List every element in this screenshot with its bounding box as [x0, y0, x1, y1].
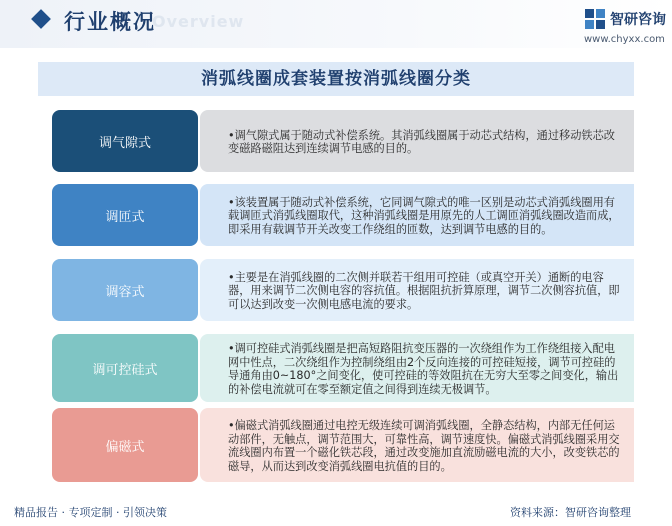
category-label: 调匝式	[52, 184, 198, 246]
category-row-2	[52, 184, 634, 246]
category-description-text: •该装置属于随动式补偿系统，它同调气隙式的唯一区别是动芯式消弧线圈用有载调匝式消弧线圈取代，这种消弧线圈是用原先的人工调匝消弧线圈改造而成，即采用有载调节开关改变工作绕组的匝数，达到调节电感的目的。	[228, 195, 620, 236]
category-description-text: •主要是在消弧线圈的二次侧并联若干组用可控硅（或真空开关）通断的电容器，用来调节二次侧电容的容抗值。根据阻抗折算原理，调节二次侧容抗值，即可以达到改变一次侧电感电流的要求。	[228, 270, 620, 311]
category-description	[200, 110, 634, 172]
category-label: 调气隙式	[52, 110, 198, 172]
category-row-5	[52, 408, 634, 482]
diamond-icon	[31, 9, 51, 29]
brand-logo-icon	[584, 8, 606, 30]
category-description-text: •调气隙式属于随动式补偿系统。其消弧线圈属于动芯式结构，通过移动铁芯改变磁路磁阻达到连续调节电感的目的。	[228, 128, 615, 155]
category-label: 调可控硅式	[52, 334, 198, 402]
category-description-text: •调可控硅式消弧线圈是把高短路阻抗变压器的一次绕组作为工作绕组接入配电网中性点，二次绕组作为控制绕组由2个反向连接的可控硅短接，调节可控硅的导通角由0~180°之间变化，使可控硅的等效阻抗在无穷大至零之间变化，输出的补偿电流就可在零至额定值之间得到连续无极调节。	[228, 342, 619, 396]
section-subtitle: Overview	[152, 12, 245, 31]
section-title: 行业概况	[64, 10, 156, 34]
category-label: 调容式	[52, 259, 198, 321]
brand-url: www.chyxx.com	[584, 34, 665, 45]
category-row-4	[52, 334, 634, 402]
category-description	[200, 184, 634, 246]
page-title: 消弧线圈成套装置按消弧线圈分类	[201, 69, 471, 89]
brand-name: 智研咨询	[610, 12, 666, 28]
category-description	[200, 259, 634, 321]
footer-source: 资料来源：智研咨询整理	[510, 506, 631, 519]
category-row-1	[52, 110, 634, 172]
category-row-3	[52, 259, 634, 321]
footer-slogan: 精品报告 · 专项定制 · 引领决策	[14, 506, 167, 519]
category-label: 偏磁式	[52, 408, 198, 482]
title-band	[38, 62, 634, 96]
category-description-text: •偏磁式消弧线圈通过电控无级连续可调消弧线圈，全静态结构，内部无任何运动部件，无触点，调节范围大，可靠性高，调节速度快。偏磁式消弧线圈采用交流线圈内布置一个磁化铁芯段，通过改变施加直流励磁电流的大小，改变铁芯的磁导，从而达到改变消弧线圈电抗值的目的。	[228, 419, 620, 473]
section-header	[0, 0, 672, 48]
category-description	[200, 408, 634, 482]
category-description	[200, 334, 634, 402]
